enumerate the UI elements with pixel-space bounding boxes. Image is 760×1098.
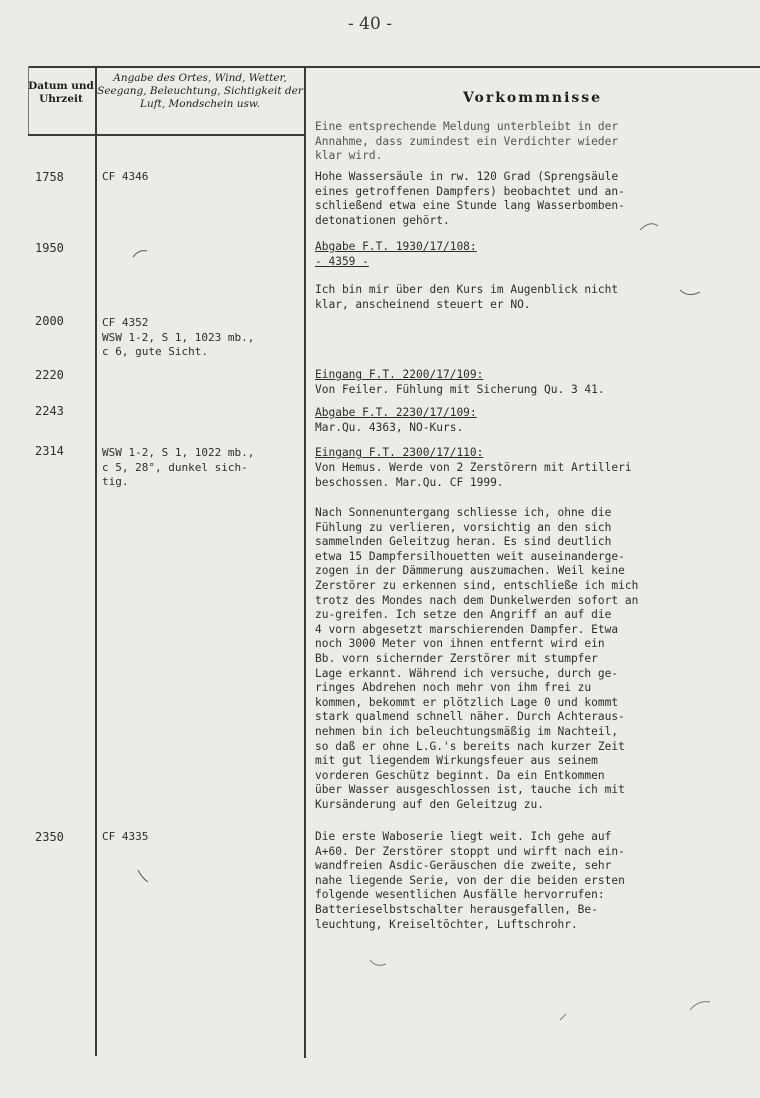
entry-text: Von Hemus. Werde von 2 Zerstörern mit Artilleri beschossen. Mar.Qu. CF 1999. [315,461,632,489]
time-2220: 2220 [35,368,64,382]
entry-text: Die erste Waboserie liegt weit. Ich gehe auf A+60. Der Zerstörer stoppt und wirft nach ein- wandfreien Asdic-Geräuschen die zweite, sehr nahe liegende Serie, von der die beiden ersten folgende wesentlichen Ausfälle hervorrufen: Batterieselbstschalter herausgefallen, Be- leuchtung, Kreiseltöchter, Luftschrohr. [315,830,625,931]
entry-heading: Eingang F.T. 2200/17/109: [315,368,484,381]
header-datum: Datum und Uhrzeit [28,80,94,106]
header-angabe: Angabe des Ortes, Wind, Wetter, Seegang, Beleuchtung, Sichtigkeit der Luft, Mondschein usw. [97,72,303,111]
page-number: - 40 - [348,14,392,34]
location: WSW 1-2, S 1, 1022 mb., c 5, 28°, dunkel sich- tig. [102,446,255,488]
location: CF 4352 WSW 1-2, S 1, 1023 mb., c 6, gute Sicht. [102,316,255,358]
entry-text: Eine entsprechende Meldung unterbleibt in der Annahme, dass zumindest ein Verdichter wieder klar wird. [315,120,619,163]
location: CF 4346 [102,170,149,183]
header-vorkommnisse: Vorkommnisse [462,90,603,106]
time-2314: 2314 [35,444,64,458]
entry-heading: Eingang F.T. 2300/17/110: [315,446,484,459]
time-1758: 1758 [35,170,64,184]
time-2000: 2000 [35,314,64,328]
entry-text: Hohe Wassersäule in rw. 120 Grad (Sprengsäule eines getroffenen Dampfers) beobachtet und an- schließend etwa eine Stunde lang Wasserbomben- detonationen gehört. [315,170,625,227]
entry-text: Mar.Qu. 4363, NO-Kurs. [315,421,464,434]
entry-narrative: Nach Sonnenuntergang schliesse ich, ohne die Fühlung zu verlieren, vorsichtig an den sich sammelnden Geleitzug heran. Es sind deutlich etwa 15 Dampfersilhouetten weit auseinanderge- zogen in der Dämmerung auszumachen. Weil keine Zerstörer zu erkennen sind, entschließe ich mich trotz des Mondes nach dem Dunkelwerden sofort an zu-greifen. Ich setze den Angriff an auf die 4 vorn abgesetzt marschierenden Dampfer. Etwa noch 3000 Meter von ihnen entfernt wird ein Bb. vorn sichernder Zerstörer mit stumpfer Lage erkannt. Während ich versuche, durch ge- ringes Abdrehen noch mehr von ihm frei zu kommen, bekommt er plötzlich Lage 0 und kommt stark qualmend schnell näher. Durch Achteraus- nehmen bin ich beleuchtungsmäßig im Nachteil, so daß er ohne L.G.'s bereits nach kurzer Zeit mit gut liegendem Wirkungsfeuer aus seinem vorderen Geschütz beginnt. Da ein Entkommen über Wasser ausgeschlossen ist, tauche ich mit Kursänderung auf den Geleitzug zu. [315,506,639,811]
location: CF 4335 [102,830,149,843]
time-2350: 2350 [35,830,64,844]
time-2243: 2243 [35,404,64,418]
header-top-rule [28,66,760,68]
entry-heading: Abgabe F.T. 2230/17/109: [315,406,477,419]
column-rule-2 [304,66,306,1058]
entry-text: Ich bin mir über den Kurs im Augenblick nicht klar, anscheinend steuert er NO. [315,283,619,311]
header-bottom-rule [28,134,306,136]
entry-heading: Abgabe F.T. 1930/17/108: [315,240,477,253]
column-rule-1 [95,66,97,1056]
time-1950: 1950 [35,241,64,255]
entry-text: Von Feiler. Fühlung mit Sicherung Qu. 3 41. [315,383,605,396]
entry-subline: - 4359 - [315,255,369,268]
